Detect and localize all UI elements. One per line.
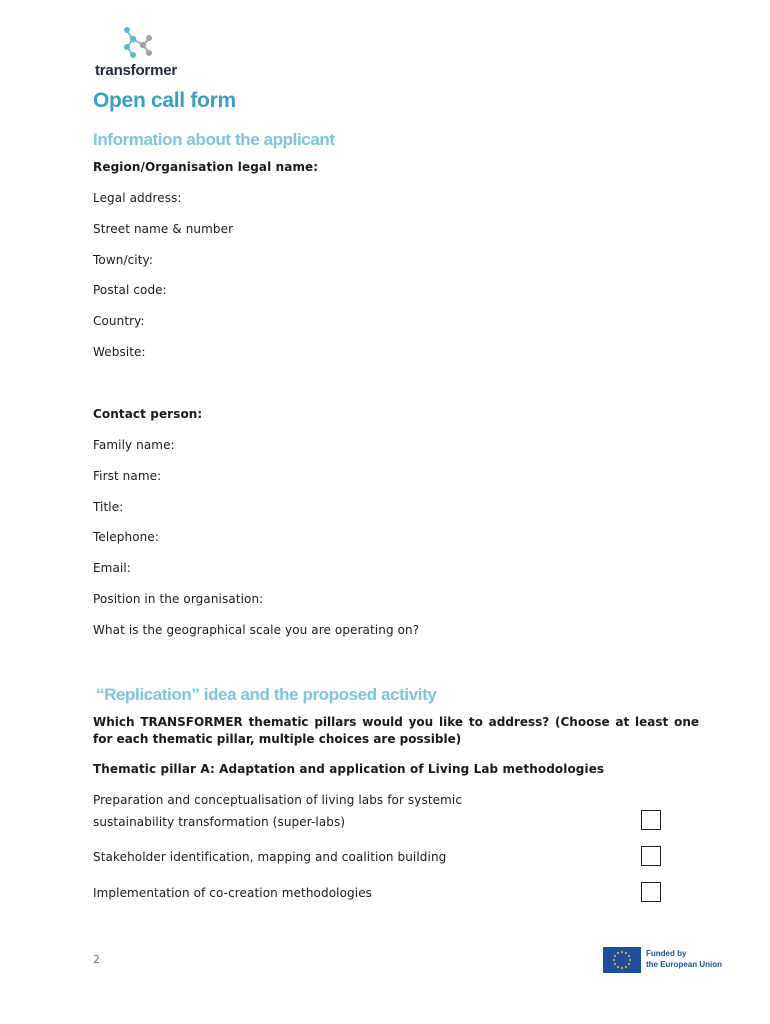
checkbox-stakeholder[interactable] <box>641 846 661 866</box>
contact-person-heading: Contact person: <box>93 407 203 421</box>
option-label-line: sustainability transformation (super-labs) <box>93 815 346 829</box>
position-label: Position in the organisation: <box>93 592 264 606</box>
website-label: Website: <box>93 345 146 359</box>
funding-line: the European Union <box>646 960 722 969</box>
page-title: Open call form <box>93 89 236 112</box>
telephone-label: Telephone: <box>93 530 159 544</box>
page-number: 2 <box>93 953 100 966</box>
title-label: Title: <box>93 500 124 514</box>
option-label-line: Preparation and conceptualisation of living labs for systemic <box>93 793 463 807</box>
replication-section-heading: “Replication” idea and the proposed activity <box>96 685 437 704</box>
first-name-label: First name: <box>93 469 162 483</box>
country-label: Country: <box>93 314 145 328</box>
checkbox-co-creation[interactable] <box>641 882 661 902</box>
legal-address-label: Legal address: <box>93 191 182 205</box>
family-name-label: Family name: <box>93 438 175 452</box>
transformer-logo <box>95 25 195 79</box>
logo-wordmark: transformer <box>95 62 177 79</box>
funding-line: Funded by <box>646 949 687 958</box>
option-label-co-creation: Implementation of co-creation methodologies <box>93 886 373 900</box>
transformer-logo-icon <box>117 25 157 61</box>
applicant-section-heading: Information about the applicant <box>93 130 335 149</box>
pillars-question: Which TRANSFORMER thematic pillars would you like to address? (Choose at least one for each thematic pillar, multiple choices are possible) <box>93 715 699 746</box>
town-label: Town/city: <box>93 253 154 267</box>
pillar-a-heading: Thematic pillar A: Adaptation and application of Living Lab methodologies <box>93 762 605 776</box>
email-label: Email: <box>93 561 131 575</box>
geographical-scale-question: What is the geographical scale you are operating on? <box>93 623 420 637</box>
eu-flag-icon <box>603 947 641 973</box>
eu-funding-text <box>646 948 722 970</box>
street-label: Street name & number <box>93 222 234 236</box>
option-label-stakeholder: Stakeholder identification, mapping and coalition building <box>93 850 447 864</box>
legal-name-label: Region/Organisation legal name: <box>93 160 319 174</box>
postal-code-label: Postal code: <box>93 283 167 297</box>
checkbox-living-labs[interactable] <box>641 810 661 830</box>
